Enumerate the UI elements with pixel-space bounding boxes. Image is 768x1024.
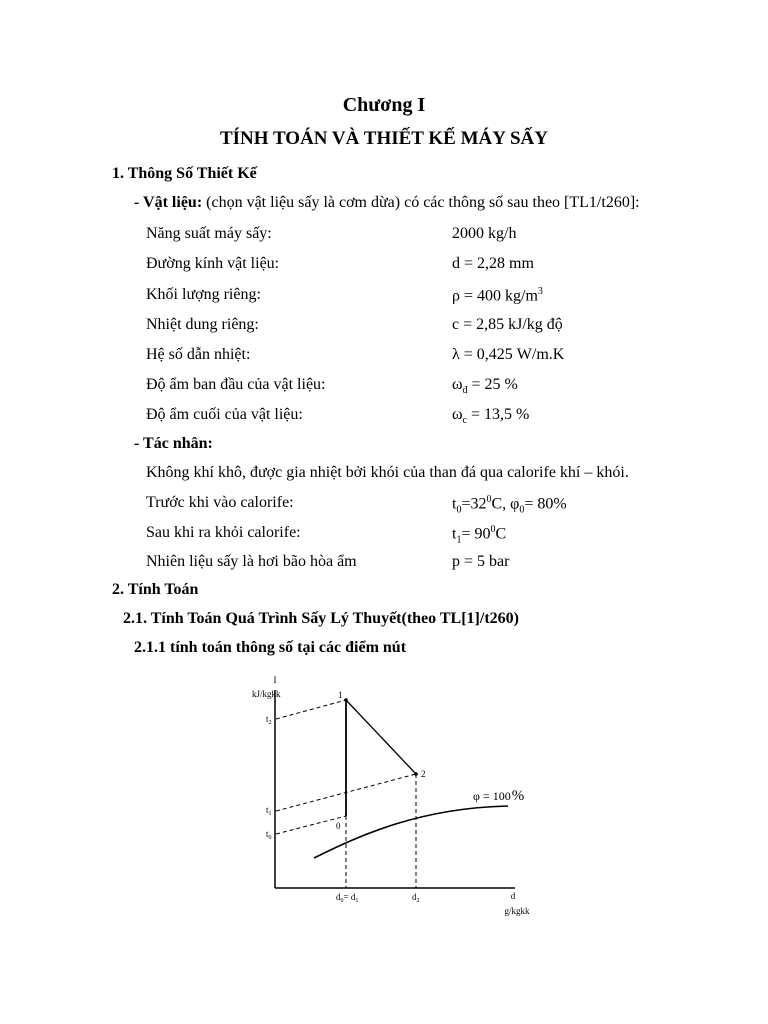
symbol-t: t [452, 495, 457, 513]
section-1-heading: 1. Thông Số Thiết Kế [112, 165, 257, 182]
agent-label-row: Trước khi vào calorife: [146, 494, 294, 511]
point-2-marker [414, 772, 418, 776]
agent-label-row: Sau khi ra khỏi calorife: [146, 524, 301, 541]
param-value-symbol: ω [452, 376, 463, 393]
saturation-curve [314, 806, 508, 858]
x-tick-d0-d1: $d_0= d_1$ [336, 892, 359, 904]
material-label: - Vật liệu: [134, 194, 203, 211]
chapter-heading: Chương I [342, 94, 426, 116]
param-value-sub: c [462, 415, 467, 427]
x-axis-unit: g/kgkk [504, 906, 530, 916]
y-axis-label: I [273, 675, 277, 685]
param-value-main: = 13,5 % [466, 406, 530, 423]
agent-value-row: p = 5 bar [452, 553, 510, 570]
point-0-label: 0 [336, 821, 341, 831]
curve-label: φ = 100% [473, 788, 525, 804]
value-part: =32 [461, 495, 487, 513]
section-2-heading: 2. Tính Toán [112, 581, 199, 598]
value-part: = 80% [524, 495, 567, 513]
y-axis-unit: kJ/kgkk [252, 689, 281, 699]
agent-label: - Tác nhân: [134, 435, 213, 452]
param-value-main: ρ = 400 kg/m [452, 287, 538, 305]
page-title: TÍNH TOÁN VÀ THIẾT KẾ MÁY SẤY [219, 128, 548, 149]
param-label: Đường kính vật liệu: [146, 255, 280, 272]
symbol-t: t [452, 525, 457, 543]
param-value-sup: 3 [537, 286, 543, 297]
param-label: Nhiệt dung riêng: [146, 316, 259, 333]
param-label: Năng suất máy sấy: [146, 225, 272, 242]
point-1-marker [344, 698, 348, 702]
superscript: 0 [490, 524, 496, 535]
x-tick-d2: $d_2$ [412, 892, 420, 904]
point-2-label: 2 [421, 769, 426, 779]
y-tick-t1: $t_1$ [266, 805, 272, 817]
agent-label-row: Nhiên liệu sấy là hơi bão hòa ẩm [146, 553, 357, 570]
param-value: 2000 kg/h [452, 225, 517, 242]
param-value-sub: đ [462, 385, 468, 397]
param-label: Hệ số dẫn nhiệt: [146, 346, 251, 363]
agent-description: Không khí khô, được gia nhiệt bởi khói của than đá qua calorife khí – khói. [146, 464, 629, 481]
material-text: (chọn vật liệu sấy là cơm dừa) có các thông số sau theo [TL1/t260]: [202, 194, 640, 211]
param-value: λ = 0,425 W/m.K [452, 346, 565, 363]
superscript: 0 [486, 494, 492, 505]
dashed-line-t2 [276, 700, 346, 719]
subsection-2-1-heading: 2.1. Tính Toán Quá Trình Sấy Lý Thuyết(theo TL[1]/t260) [123, 610, 519, 627]
point-1-label: 1 [338, 690, 343, 700]
param-label: Độ ẩm cuối của vật liệu: [146, 406, 303, 423]
subsection-2-1-1-heading: 2.1.1 tính toán thông số tại các điểm nút [134, 639, 407, 656]
param-value-main: = 25 % [467, 376, 518, 393]
value-part: = 90 [461, 525, 491, 543]
param-label: Độ ẩm ban đầu của vật liệu: [146, 376, 326, 393]
subscript: 0 [456, 504, 462, 516]
x-axis-label: d [510, 891, 516, 901]
value-part: C, φ [491, 495, 520, 513]
drying-line-1-2 [346, 700, 416, 774]
param-value-symbol: ω [452, 406, 463, 423]
subscript: 0 [519, 504, 525, 516]
param-value: c = 2,85 kJ/kg độ [452, 316, 563, 333]
subscript: 1 [456, 534, 462, 546]
y-tick-t0: $t_0$ [266, 829, 272, 841]
y-tick-t2: $t_2$ [266, 714, 272, 726]
param-value: d = 2,28 mm [452, 255, 534, 272]
value-part: C [495, 525, 507, 543]
param-label: Khối lượng riêng: [146, 286, 261, 303]
